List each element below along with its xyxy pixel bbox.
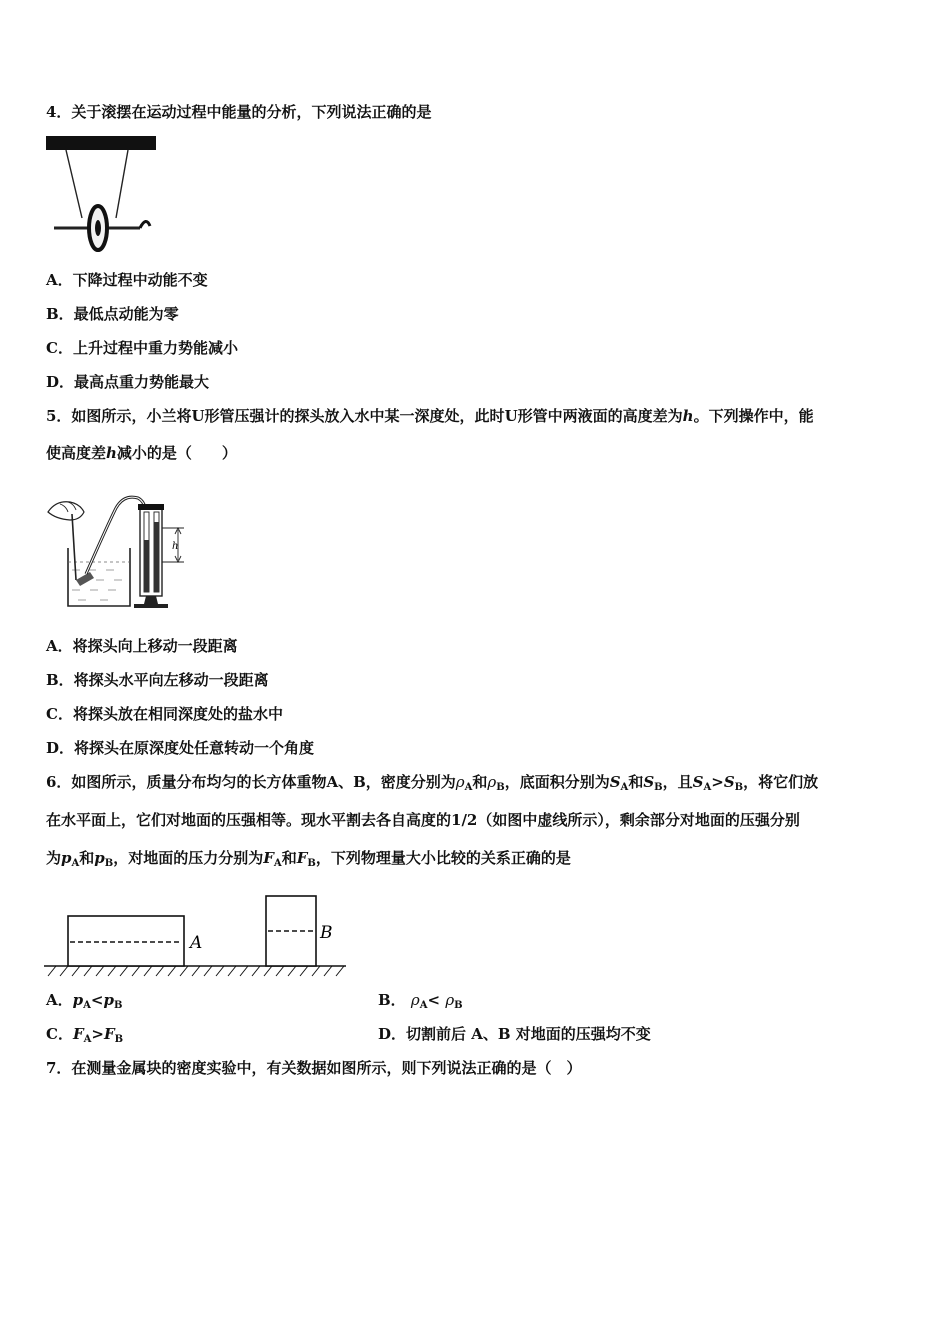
q6-blocks-figure (44, 894, 348, 978)
q6-sub: B (113, 1000, 123, 1011)
q6-var-p: p (103, 991, 114, 1009)
q5-text: 。下列操作中，能 (693, 407, 814, 425)
q6-symbol-rho: ρ (410, 991, 420, 1009)
q6-text: ，密度分别为 (365, 773, 456, 791)
q6-sub: B (307, 858, 316, 869)
q6-sub: A (83, 1000, 91, 1011)
q6-figure-label-a: A (190, 933, 203, 953)
q5-option-d: D．将探头在原深度处任意转动一个角度 (46, 739, 315, 757)
q4-maxwell-wheel-figure (46, 136, 158, 238)
q6-sub: B (104, 858, 114, 869)
option-label: A． (46, 991, 73, 1009)
liquid-left (144, 540, 149, 592)
q4-option-d: D．最高点重力势能最大 (46, 373, 210, 391)
q6-sub: A (273, 858, 282, 869)
option-label: C． (46, 1025, 73, 1043)
q6-sub: A (419, 1000, 428, 1011)
q6-var-f: F (263, 849, 274, 867)
q6-text: 为 (46, 849, 62, 867)
q6-symbol-rho: ρ (487, 773, 497, 791)
q6-sub: A (71, 858, 80, 869)
liquid-right (154, 522, 159, 592)
q6-sub: B (114, 1034, 124, 1045)
q6-sub: A (620, 782, 629, 793)
q6-var-s: S (643, 773, 655, 791)
string-right (116, 150, 128, 218)
q6-sub: B (734, 782, 744, 793)
q5-text: 5．如图所示，小兰将 (46, 407, 192, 425)
block-a (68, 916, 184, 966)
q6-text: ，对地面的压力分别为 (113, 849, 264, 867)
q6-text: （如图中虚线所示），剩余部分对地面的压强分别 (477, 811, 800, 829)
q5-option-c: C．将探头放在相同深度处的盐水中 (46, 705, 283, 723)
q6-text: 和 (472, 773, 488, 791)
q6-var-s: S (609, 773, 621, 791)
q6-text: ，下列物理量大小比较的关系正确的是 (315, 849, 571, 867)
q6-text: 和 (281, 849, 297, 867)
q6-var-s: S (723, 773, 735, 791)
q4-option-b: B．最低点动能为零 (46, 305, 179, 323)
q6-sub: B (454, 1000, 463, 1011)
q6-text: 6．如图所示，质量分布均匀的长方体重物 (46, 773, 327, 791)
q4-option-a: A．下降过程中动能不变 (46, 271, 208, 289)
q5-text-u: U (504, 407, 518, 425)
q5-option-a: A．将探头向上移动一段距离 (46, 637, 238, 655)
q6-var-f: F (72, 1025, 84, 1043)
q5-var-h: h (106, 444, 117, 462)
q6-sub: A (703, 782, 712, 793)
q5-figure-label-h: h (172, 541, 179, 552)
q6-var-f: F (296, 849, 308, 867)
q6-text: 和 (628, 773, 644, 791)
q6-text: A、B (326, 773, 366, 791)
q5-option-b: B．将探头水平向左移动一段距离 (46, 671, 269, 689)
q6-symbol-rho: ρ (445, 991, 455, 1009)
q6-text: 和 (79, 849, 95, 867)
q6-var-p: p (72, 991, 84, 1009)
q5-text-u: U (191, 407, 205, 425)
q4-option-c: C．上升过程中重力势能减小 (46, 339, 238, 357)
hand (48, 502, 84, 520)
ceiling-bar (46, 136, 156, 150)
stand (134, 596, 168, 608)
q6-text: ，底面积分别为 (504, 773, 610, 791)
q6-option-c (46, 1024, 123, 1050)
q5-var-h: h (682, 407, 694, 425)
q6-text: < (427, 991, 441, 1009)
q6-var-p: p (61, 849, 72, 867)
q6-option-d: D．切割前后 A、B 对地面的压强均不变 (378, 1025, 651, 1043)
q6-stem-line3 (46, 848, 571, 874)
string-left (66, 150, 82, 218)
q6-sub: B (496, 782, 505, 793)
q6-figure-label-b: B (320, 923, 333, 943)
probe (76, 572, 94, 586)
option-label: B． (378, 991, 406, 1009)
q6-text: ，且 (662, 773, 693, 791)
q5-text: 使高度差 (46, 444, 107, 462)
q6-text: 1/2 (451, 811, 478, 829)
q6-text: < (90, 991, 104, 1009)
q5-text: 形管压强计的探头放入水中某一深度处，此时 (204, 407, 505, 425)
q6-var-f: F (103, 1025, 115, 1043)
q6-option-b (378, 990, 463, 1016)
beaker (68, 548, 130, 606)
ground-hatching (48, 966, 344, 976)
axle-hook (140, 221, 150, 228)
q6-sub: A (464, 782, 473, 793)
q6-text: 在水平面上，它们对地面的压强相等。现水平割去各自高度的 (46, 811, 452, 829)
q6-text: > (711, 773, 724, 791)
q6-stem-line2 (46, 810, 800, 830)
q4-stem: 4．关于滚摆在运动过程中能量的分析，下列说法正确的是 (46, 103, 432, 121)
q6-text: ，将它们放 (743, 773, 819, 791)
q6-symbol-rho: ρ (455, 773, 465, 791)
q7-stem: 7．在测量金属块的密度实验中，有关数据如图所示，则下列说法正确的是（ ） (46, 1059, 582, 1077)
q6-text: > (91, 1025, 104, 1043)
q5-text: 减小的是（ ） (116, 444, 237, 462)
q6-var-p: p (94, 849, 105, 867)
q6-var-s: S (692, 773, 704, 791)
q6-sub: B (654, 782, 663, 793)
q6-sub: A (83, 1034, 92, 1045)
q6-stem-line1 (46, 772, 818, 798)
q5-stem-line1 (46, 406, 814, 426)
q5-stem-line2 (46, 443, 237, 463)
q6-option-a (46, 990, 122, 1016)
q5-pressure-gauge-figure (46, 494, 196, 610)
q5-text: 形管中两液面的高度差为 (517, 407, 683, 425)
